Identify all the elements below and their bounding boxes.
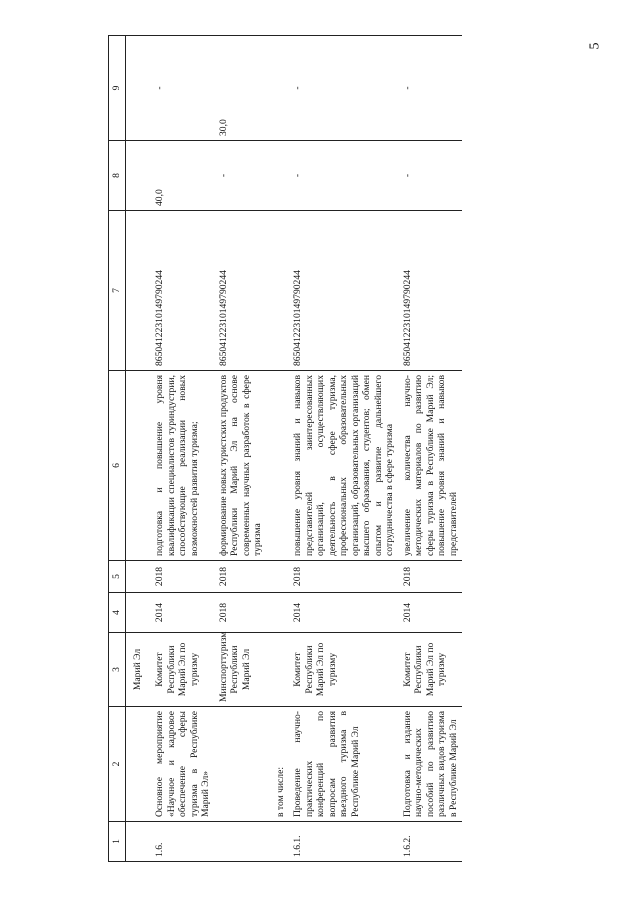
value-col9: 30,0 — [215, 36, 267, 141]
row-number: 1.6.1. — [289, 822, 399, 862]
col-header: 8 — [109, 141, 126, 211]
value-col9: - — [151, 36, 215, 141]
executor: Комитет Республики Марий Эл по туризму — [399, 633, 463, 707]
budget-code: 86504122310149790244 — [215, 211, 267, 371]
executor-continuation: Марий Эл — [125, 633, 151, 707]
table-header-row — [109, 36, 126, 862]
row-number: 1.6.2. — [399, 822, 463, 862]
table-row — [267, 36, 290, 862]
end-year: 2018 — [151, 561, 215, 593]
value-col8: 40,0 — [151, 141, 215, 211]
expected-result: повышение уровня знаний и навыков представителей заинтересованных организаций, осуществляющих деятельность в сфере туризма, профессиональных образовательных организаций, образовательных организаций высшего образования, студентов; обмен опытом и развитие дальнейшего сотрудничества в сфере туризма — [289, 371, 399, 561]
col-header: 5 — [109, 561, 126, 593]
table-row — [151, 36, 215, 862]
measure-name: Основное мероприятие «Научное и кадровое обеспечение сферы туризма в Республике Марий Эл» — [151, 707, 215, 822]
start-year: 2018 — [215, 593, 267, 633]
row-number: 1.6. — [151, 822, 215, 862]
expected-result: формирование новых туристских продуктов Республики Марий Эл на основе современных научных разработок в сфере туризма — [215, 371, 267, 561]
start-year: 2014 — [151, 593, 215, 633]
expected-result: подготовка и повышение уровня квалификации специалистов туриндустрии, способствующие реализации новых возможностей развития туризма; — [151, 371, 215, 561]
budget-code: 86504122310149790244 — [151, 211, 215, 371]
end-year: 2018 — [215, 561, 267, 593]
col-header: 4 — [109, 593, 126, 633]
table-row — [215, 36, 267, 862]
start-year: 2014 — [399, 593, 463, 633]
col-header: 7 — [109, 211, 126, 371]
col-header: 3 — [109, 633, 126, 707]
col-header: 2 — [109, 707, 126, 822]
end-year: 2018 — [399, 561, 463, 593]
in-total-label: в том числе: — [267, 707, 290, 822]
budget-code: 86504122310149790244 — [399, 211, 463, 371]
expected-result: увеличение количества научно-методических материалов по развитию сферы туризма в Республике Марий Эл; повышение уровня знаний и навыков представителей — [399, 371, 463, 561]
measure-name: Подготовка и издание научно-методических пособий по развитию различных видов туризма в Республике Марий Эл — [399, 707, 463, 822]
value-col8: - — [289, 141, 399, 211]
value-col9: - — [289, 36, 399, 141]
program-table — [108, 35, 462, 862]
table-row — [125, 36, 151, 862]
executor: Минспорттуризм Республики Марий Эл — [215, 633, 267, 707]
executor: Комитет Республики Марий Эл по туризму — [151, 633, 215, 707]
table-row — [289, 36, 399, 862]
executor: Комитет Республики Марий Эл по туризму — [289, 633, 399, 707]
value-col8: - — [215, 141, 267, 211]
page-number: 5 — [587, 42, 603, 50]
start-year: 2014 — [289, 593, 399, 633]
col-header: 1 — [109, 822, 126, 862]
col-header: 6 — [109, 371, 126, 561]
value-col9: - — [399, 36, 463, 141]
end-year: 2018 — [289, 561, 399, 593]
value-col8: - — [399, 141, 463, 211]
col-header: 9 — [109, 36, 126, 141]
measure-name: Проведение научно-практических конференций по вопросам развития въездного туризма в Республике Марий Эл — [289, 707, 399, 822]
budget-code: 86504122310149790244 — [289, 211, 399, 371]
table-row — [399, 36, 463, 862]
